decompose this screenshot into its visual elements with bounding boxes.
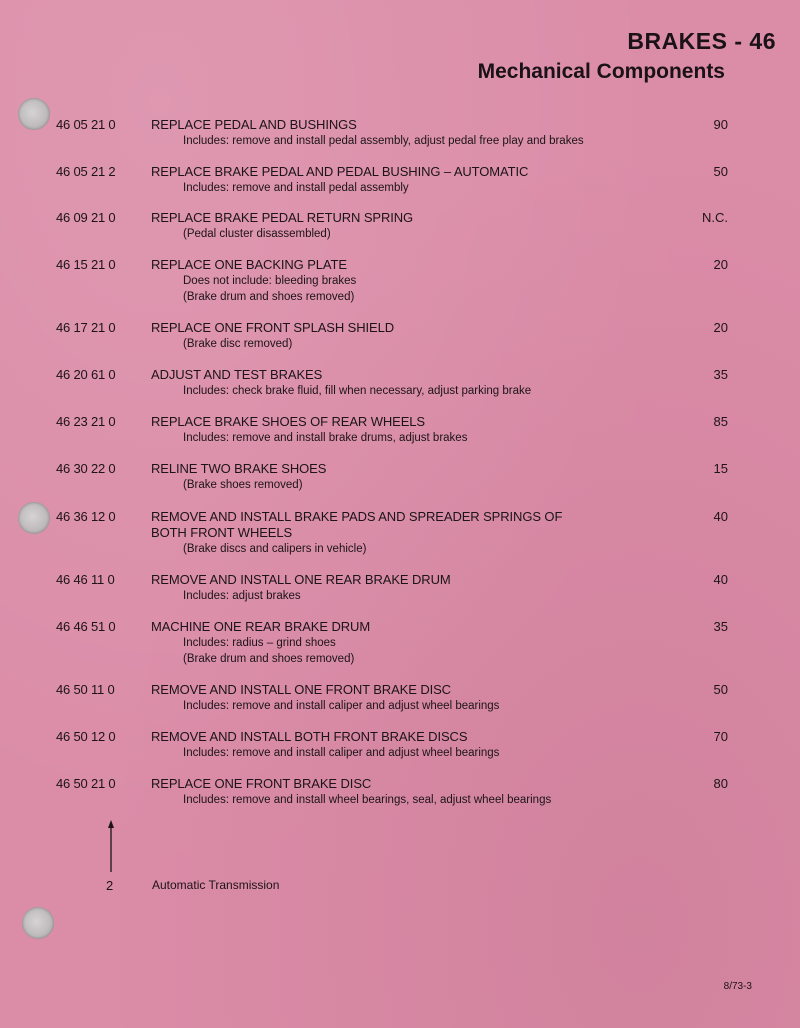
operation-entry	[0, 210, 800, 250]
operation-time: 20	[713, 320, 728, 335]
footnote-number: 2	[106, 878, 114, 893]
operation-title: REPLACE ONE FRONT BRAKE DISC	[151, 776, 372, 791]
operation-detail: Does not include: bleeding brakes	[183, 275, 357, 287]
operation-code: 46 15 21 0	[56, 257, 116, 272]
operation-detail: Includes: remove and install caliper and adjust wheel bearings	[183, 747, 500, 759]
operation-detail: Includes: remove and install caliper and adjust wheel bearings	[183, 700, 500, 712]
operation-title: REPLACE BRAKE SHOES OF REAR WHEELS	[151, 414, 426, 429]
operation-detail: Includes: check brake fluid, fill when necessary, adjust parking brake	[183, 385, 532, 397]
operation-code: 46 50 21 0	[56, 776, 116, 791]
operation-time: 80	[713, 776, 728, 791]
operation-entry	[0, 461, 800, 501]
operation-title: REMOVE AND INSTALL BOTH FRONT BRAKE DISCS	[151, 729, 468, 744]
operation-detail: Includes: radius – grind shoes	[183, 637, 336, 649]
operation-title: REMOVE AND INSTALL ONE REAR BRAKE DRUM	[151, 572, 451, 587]
operation-time: 70	[713, 729, 728, 744]
operation-code: 46 23 21 0	[56, 414, 116, 429]
operation-code: 46 36 12 0	[56, 509, 116, 524]
operation-time: 35	[713, 367, 728, 382]
operation-entry	[0, 414, 800, 454]
operation-code: 46 05 21 0	[56, 117, 116, 132]
operation-detail: (Brake drum and shoes removed)	[183, 291, 355, 303]
operation-detail: Includes: remove and install brake drums, adjust brakes	[183, 432, 468, 444]
operation-code: 46 46 51 0	[56, 619, 116, 634]
operation-time: 15	[713, 461, 728, 476]
operation-entry	[0, 117, 800, 157]
operation-time: N.C.	[702, 210, 728, 225]
operation-title: REPLACE BRAKE PEDAL AND PEDAL BUSHING – AUTOMATIC	[151, 164, 529, 179]
operation-title: ADJUST AND TEST BRAKES	[151, 367, 323, 382]
operation-entry	[0, 367, 800, 407]
operation-detail: (Brake discs and calipers in vehicle)	[183, 543, 367, 555]
operation-title: REMOVE AND INSTALL BRAKE PADS AND SPREADER SPRINGS OF BOTH FRONT WHEELS	[151, 509, 563, 540]
operation-code: 46 09 21 0	[56, 210, 116, 225]
operation-entry	[0, 729, 800, 769]
operation-code: 46 50 11 0	[56, 682, 115, 697]
operation-detail: (Pedal cluster disassembled)	[183, 228, 331, 240]
operation-title: REPLACE BRAKE PEDAL RETURN SPRING	[151, 210, 414, 225]
operation-code: 46 30 22 0	[56, 461, 116, 476]
operation-title: MACHINE ONE REAR BRAKE DRUM	[151, 619, 371, 634]
operation-time: 40	[713, 572, 728, 587]
operation-code: 46 05 21 2	[56, 164, 116, 179]
operation-time: 35	[713, 619, 728, 634]
operation-entry	[0, 320, 800, 360]
operation-code: 46 46 11 0	[56, 572, 115, 587]
operation-time: 50	[713, 164, 728, 179]
operation-time: 85	[713, 414, 728, 429]
operation-title: REMOVE AND INSTALL ONE FRONT BRAKE DISC	[151, 682, 451, 697]
operation-title: REPLACE PEDAL AND BUSHINGS	[151, 117, 357, 132]
operation-code: 46 17 21 0	[56, 320, 116, 335]
operation-code: 46 50 12 0	[56, 729, 116, 744]
operation-time: 40	[713, 509, 728, 524]
operation-entry	[0, 509, 800, 555]
operation-detail: Includes: remove and install pedal assembly, adjust pedal free play and brakes	[183, 135, 584, 147]
operation-code: 46 20 61 0	[56, 367, 116, 382]
operation-entry	[0, 776, 800, 816]
operation-detail: Includes: remove and install wheel bearings, seal, adjust wheel bearings	[183, 794, 552, 806]
section-title: BRAKES - 46	[627, 28, 776, 54]
operation-title: RELINE TWO BRAKE SHOES	[151, 461, 327, 476]
operation-detail: (Brake disc removed)	[183, 338, 293, 350]
operation-entry	[0, 572, 800, 612]
page-reference: 8/73-3	[723, 981, 752, 992]
operation-time: 50	[713, 682, 728, 697]
operation-title: REPLACE ONE FRONT SPLASH SHIELD	[151, 320, 395, 335]
footnote-text: Automatic Transmission	[152, 878, 280, 892]
operation-detail: (Brake shoes removed)	[183, 479, 303, 491]
operation-time: 90	[713, 117, 728, 132]
operation-title: REPLACE ONE BACKING PLATE	[151, 257, 347, 272]
operation-entry	[0, 682, 800, 722]
operation-detail: (Brake drum and shoes removed)	[183, 653, 355, 665]
footnote-arrow-icon	[106, 820, 116, 872]
operation-detail: Includes: adjust brakes	[183, 590, 301, 602]
operation-detail: Includes: remove and install pedal assembly	[183, 182, 409, 194]
operation-entry	[0, 164, 800, 204]
section-subtitle: Mechanical Components	[477, 60, 725, 83]
operation-entry	[0, 619, 800, 665]
operation-time: 20	[713, 257, 728, 272]
operation-entry	[0, 257, 800, 303]
